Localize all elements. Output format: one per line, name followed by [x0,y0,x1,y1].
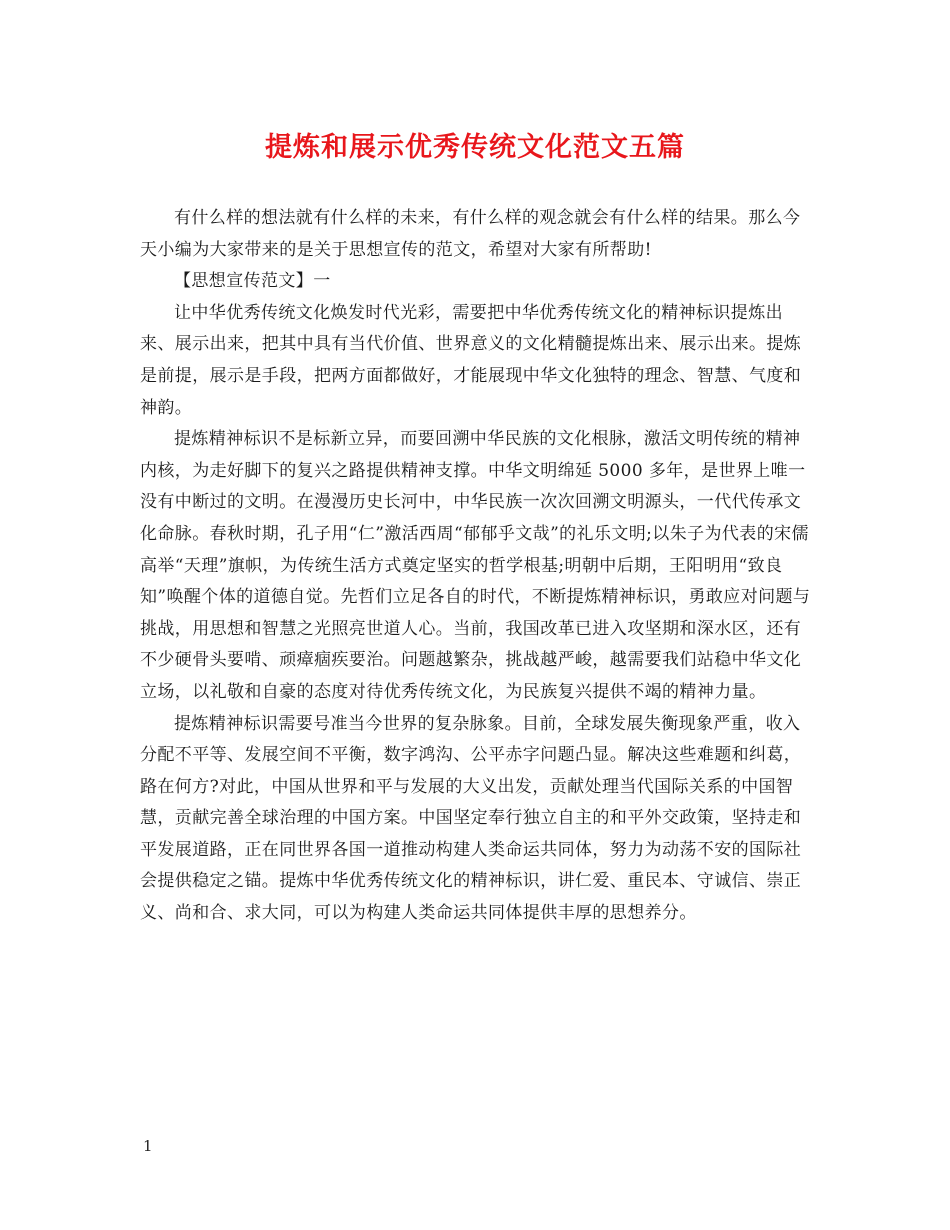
page-number: 1 [143,1137,153,1155]
document-title: 提炼和展示优秀传统文化范文五篇 [265,132,685,163]
body-paragraph-3: 提炼精神标识需要号准当今世界的复杂脉象。目前，全球发展失衡现象严重，收入分配不平等、发展空间不平衡，数字鸿沟、公平赤字问题凸显。解决这些难题和纠葛，路在何方?对此，中国从世界和平与发展的大义出发，贡献处理当代国际关系的中国智慧，贡献完善全球治理的中国方案。中国坚定奉行独立自主的和平外交政策，坚持走和平发展道路，正在同世界各国一道推动构建人类命运共同体，努力为动荡不安的国际社会提供稳定之锚。提炼中华优秀传统文化的精神标识，讲仁爱、重民本、守诚信、崇正义、尚和合、求大同，可以为构建人类命运共同体提供丰厚的思想养分。 [140,713,802,924]
document-body [140,203,816,930]
section-heading: 【思想宣传范文】一 [174,271,331,292]
body-paragraph-2: 提炼精神标识不是标新立异，而要回溯中华民族的文化根脉，激活文明传统的精神内核，为走好脚下的复兴之路提供精神支撑。中华文明绵延 5000 多年，是世界上唯一没有中断过的文明。在漫漫历史长河中，中华民族一次次回溯文明源头，一代代传承文化命脉。春秋时期，孔子用“仁”激活西周“郁郁乎文哉”的礼乐文明;以朱子为代表的宋儒高举“天理”旗帜，为传统生活方式奠定坚实的哲学根基;明朝中后期，王阳明用“致良知”唤醒个体的道德自觉。先哲们立足各自的时代，不断提炼精神标识，勇敢应对问题与挑战，用思想和智慧之光照亮世道人心。当前，我国改革已进入攻坚期和深水区，还有不少硬骨头要啃、顽瘴痼疾要治。问题越繁杂，挑战越严峻，越需要我们站稳中华文化立场，以礼敬和自豪的态度对待优秀传统文化，为民族复兴提供不竭的精神力量。 [140,429,811,702]
intro-paragraph: 有什么样的想法就有什么样的未来，有什么样的观念就会有什么样的结果。那么今天小编为大家带来的是关于思想宣传的范文，希望对大家有所帮助! [140,208,801,260]
body-paragraph-1: 让中华优秀传统文化焕发时代光彩，需要把中华优秀传统文化的精神标识提炼出来、展示出来，把其中具有当代价值、世界意义的文化精髓提炼出来、展示出来。提炼是前提，展示是手段，把两方面都做好，才能展现中华文化独特的理念、智慧、气度和神韵。 [140,302,802,418]
